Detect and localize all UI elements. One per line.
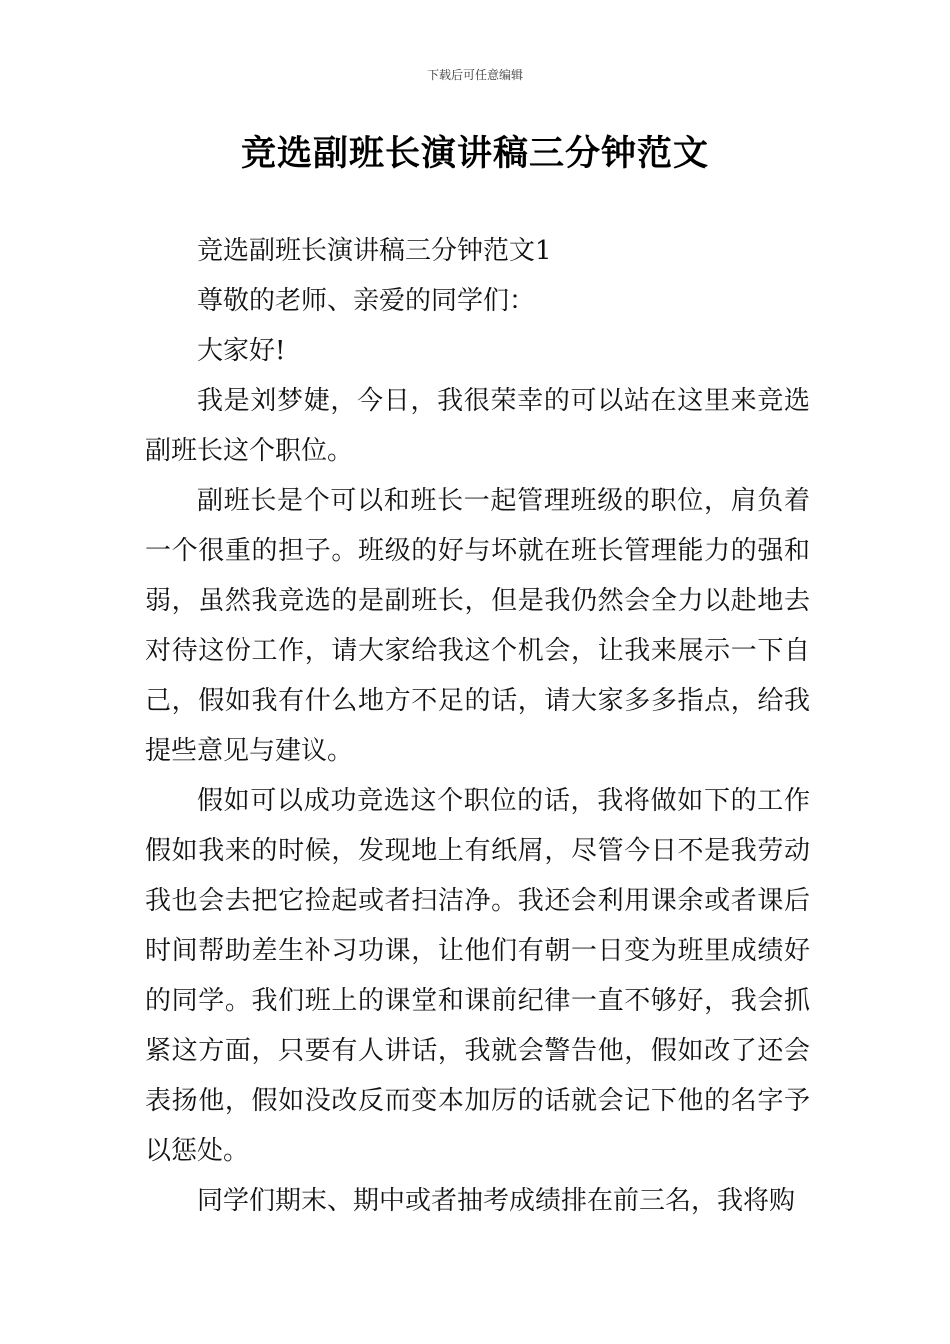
document-body — [145, 226, 810, 1226]
paragraph-introduction: 我是刘梦婕，今日，我很荣幸的可以站在这里来竞选副班长这个职位。 — [145, 386, 810, 466]
paragraph-subtitle: 竞选副班长演讲稿三分钟范文1 — [197, 236, 552, 266]
document-title: 竞选副班长演讲稿三分钟范文 — [240, 134, 709, 174]
paragraph-role-description: 副班长是个可以和班长一起管理班级的职位，肩负着一个很重的担子。班级的好与坏就在班长管理能力的强和弱，虽然我竞选的是副班长，但是我仍然会全力以赴地去对待这份工作，请大家给我这个机会，让我来展示一下自己，假如我有什么地方不足的话，请大家多多指点，给我提些意见与建议。 — [145, 486, 810, 766]
paragraph-rewards: 同学们期末、期中或者抽考成绩排在前三名，我将购 — [197, 1186, 796, 1216]
paragraph-work-plan: 假如可以成功竞选这个职位的话，我将做如下的工作假如我来的时候，发现地上有纸屑，尽管今日不是我劳动我也会去把它捡起或者扫洁净。我还会利用课余或者课后时间帮助差生补习功课，让他们有朝一日变为班里成绩好的同学。我们班上的课堂和课前纪律一直不够好，我会抓紧这方面，只要有人讲话，我就会警告他，假如改了还会表扬他，假如没改反而变本加厉的话就会记下他的名字予以惩处。 — [145, 786, 810, 1166]
paragraph-greeting: 大家好! — [197, 336, 286, 366]
paragraph-salutation: 尊敬的老师、亲爱的同学们： — [197, 286, 536, 316]
header-note: 下载后可任意编辑 — [426, 68, 523, 82]
